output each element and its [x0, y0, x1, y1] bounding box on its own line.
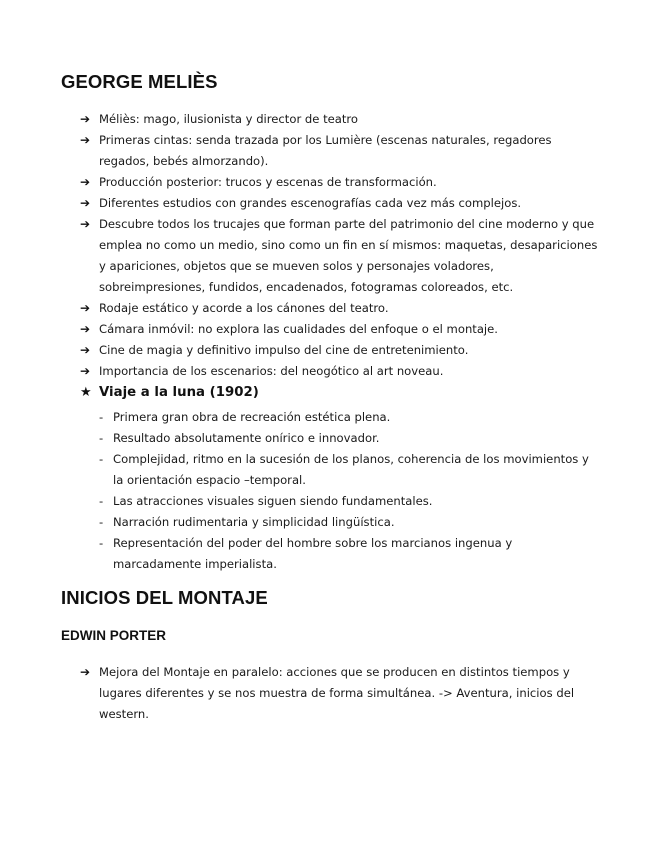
list-item-text: Primera gran obra de recreación estética plena.: [113, 410, 391, 424]
list-item: [80, 340, 600, 361]
arrow-bullet-icon: ➔: [80, 364, 91, 378]
section-title-inicios-del-montaje: INICIOS DEL MONTAJE: [61, 587, 268, 608]
arrow-bullet-icon: ➔: [80, 175, 91, 189]
arrow-bullet-icon: ➔: [80, 196, 91, 210]
list-item: [99, 491, 589, 512]
list-item-text: Las atracciones visuales siguen siendo fundamentales.: [113, 494, 433, 508]
list-item: [99, 428, 589, 449]
list-item: [99, 512, 589, 533]
subsection-viaje-a-la-luna: [80, 382, 259, 403]
list-item-text: Descubre todos los trucajes que forman parte del patrimonio del cine moderno y que emplea no como un medio, sino como un fin en sí mismos: maquetas, desapariciones y apariciones, objetos que se mueven solos y personajes voladores, sobreimpresiones, fundidos, encadenados, fotogramas coloreados, etc.: [99, 217, 598, 294]
dash-bullet-icon: -: [99, 452, 104, 466]
list-item: [99, 407, 589, 428]
list-item-text: Complejidad, ritmo en la sucesión de los planos, coherencia de los movimientos y la orientación espacio –temporal.: [113, 452, 589, 487]
dash-bullet-icon: -: [99, 494, 104, 508]
list-item-text: Importancia de los escenarios: del neogótico al art noveau.: [99, 364, 444, 378]
list-item: [80, 172, 600, 193]
list-item: [80, 130, 600, 172]
list-item-text: Cine de magia y definitivo impulso del cine de entretenimiento.: [99, 343, 469, 357]
dash-bullet-icon: -: [99, 536, 104, 550]
list-item: [80, 214, 600, 298]
list-item: [80, 109, 600, 130]
arrow-bullet-icon: ➔: [80, 133, 91, 147]
list-item-text: Resultado absolutamente onírico e innovador.: [113, 431, 380, 445]
melies-bullet-list: [80, 109, 600, 382]
arrow-bullet-icon: ➔: [80, 112, 91, 126]
section-title-george-melies: GEORGE MELIÈS: [61, 71, 218, 92]
subsection-title-edwin-porter: EDWIN PORTER: [61, 628, 167, 643]
list-item-text: Primeras cintas: senda trazada por los Lumière (escenas naturales, regadores regados, bebés almorzando).: [99, 133, 552, 168]
list-item-text: Cámara inmóvil: no explora las cualidades del enfoque o el montaje.: [99, 322, 498, 336]
dash-bullet-icon: -: [99, 410, 104, 424]
list-item-text: Representación del poder del hombre sobre los marcianos ingenua y marcadamente imperialista.: [113, 536, 513, 571]
arrow-bullet-icon: ➔: [80, 665, 91, 679]
list-item-text: Diferentes estudios con grandes escenografías cada vez más complejos.: [99, 196, 522, 210]
dash-bullet-icon: -: [99, 431, 104, 445]
list-item: [80, 193, 600, 214]
subsection-title: Viaje a la luna (1902): [99, 385, 259, 400]
list-item: [99, 449, 589, 491]
arrow-bullet-icon: ➔: [80, 301, 91, 315]
dash-bullet-icon: -: [99, 515, 104, 529]
arrow-bullet-icon: ➔: [80, 217, 91, 231]
list-item-text: Rodaje estático y acorde a los cánones del teatro.: [99, 301, 389, 315]
list-item: [80, 662, 600, 725]
list-item: [80, 319, 600, 340]
list-item: [99, 533, 589, 575]
list-item: [80, 298, 600, 319]
porter-bullet-list: [80, 662, 600, 725]
list-item-text: Producción posterior: trucos y escenas de transformación.: [99, 175, 437, 189]
arrow-bullet-icon: ➔: [80, 343, 91, 357]
star-bullet-icon: ★: [80, 385, 92, 400]
viaje-a-la-luna-list: [99, 407, 589, 575]
list-item-text: Méliès: mago, ilusionista y director de teatro: [99, 112, 359, 126]
list-item: [80, 361, 600, 382]
list-item-text: Mejora del Montaje en paralelo: acciones que se producen en distintos tiempos y lugares diferentes y se nos muestra de forma simultánea. -> Aventura, inicios del western.: [99, 665, 575, 721]
list-item-text: Narración rudimentaria y simplicidad lingüística.: [113, 515, 395, 529]
arrow-bullet-icon: ➔: [80, 322, 91, 336]
